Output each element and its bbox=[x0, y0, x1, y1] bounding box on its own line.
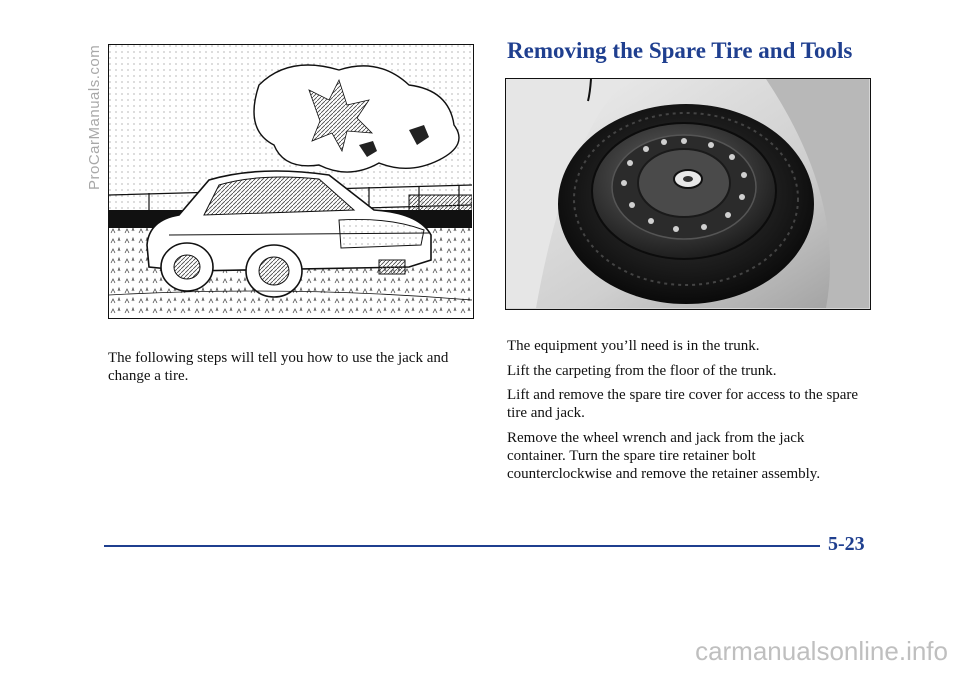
spare-tire-photo bbox=[505, 78, 871, 310]
page-number: 5-23 bbox=[828, 533, 865, 555]
intro-text: The following steps will tell you how to use the jack and change a tire. bbox=[108, 350, 449, 384]
paragraph-cover: Lift and remove the spare tire cover for access to the spare tire and jack. bbox=[507, 387, 859, 421]
paragraph-equipment: The equipment you’ll need is in the trunk. bbox=[507, 338, 760, 354]
footer-rule bbox=[104, 545, 820, 547]
paragraph-carpeting: Lift the carpeting from the floor of the trunk. bbox=[507, 363, 777, 379]
section-title: Removing the Spare Tire and Tools bbox=[507, 38, 853, 63]
paragraph-wrench: Remove the wheel wrench and jack from the jack container. Turn the spare tire retainer bolt counterclockwise and remove the retainer assembly. bbox=[507, 430, 821, 482]
bottom-watermark: carmanualsonline.info bbox=[695, 636, 948, 666]
car-illustration bbox=[108, 44, 474, 319]
side-watermark: ProCarManuals.com bbox=[86, 44, 103, 190]
